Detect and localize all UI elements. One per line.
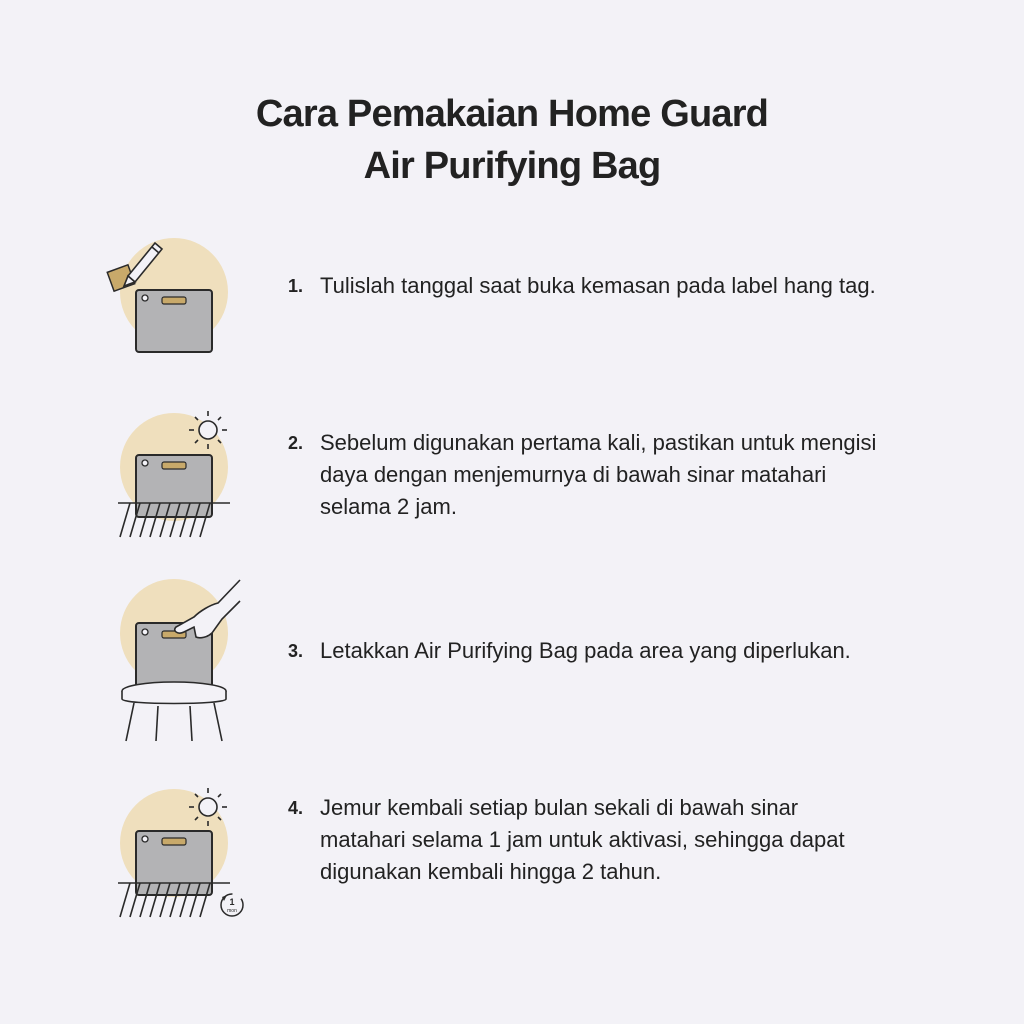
monthly-cycle-icon xyxy=(221,894,243,916)
bag-on-stool-icon xyxy=(100,575,260,750)
step-text: Jemur kembali setiap bulan sekali di bawah sinar matahari selama 1 jam untuk aktivasi, sehingga dapat digunakan kembali hingga 2 tahun. xyxy=(320,795,845,884)
bag-in-sun-monthly-icon xyxy=(100,775,260,950)
title-line-1: Cara Pemakaian Home Guard xyxy=(255,93,769,135)
step-number: 2. xyxy=(288,433,304,453)
step-number: 1. xyxy=(288,276,304,296)
bag-with-pencil-icon xyxy=(100,230,260,405)
step-text: Sebelum digunakan pertama kali, pastikan untuk mengisi daya dengan menjemurnya di bawah sinar matahari selama 2 jam. xyxy=(320,430,877,519)
badge-unit: mon xyxy=(227,908,237,914)
title-line-2: Air Purifying Bag xyxy=(363,145,661,187)
step-number: 4. xyxy=(288,798,304,818)
page-title xyxy=(0,88,1024,192)
bag-in-sun-icon xyxy=(100,395,260,570)
step-text: Letakkan Air Purifying Bag pada area yang diperlukan. xyxy=(320,638,851,663)
step-number: 3. xyxy=(288,641,304,661)
badge-value: 1 xyxy=(229,897,235,907)
step-text: Tulislah tanggal saat buka kemasan pada label hang tag. xyxy=(320,273,876,298)
